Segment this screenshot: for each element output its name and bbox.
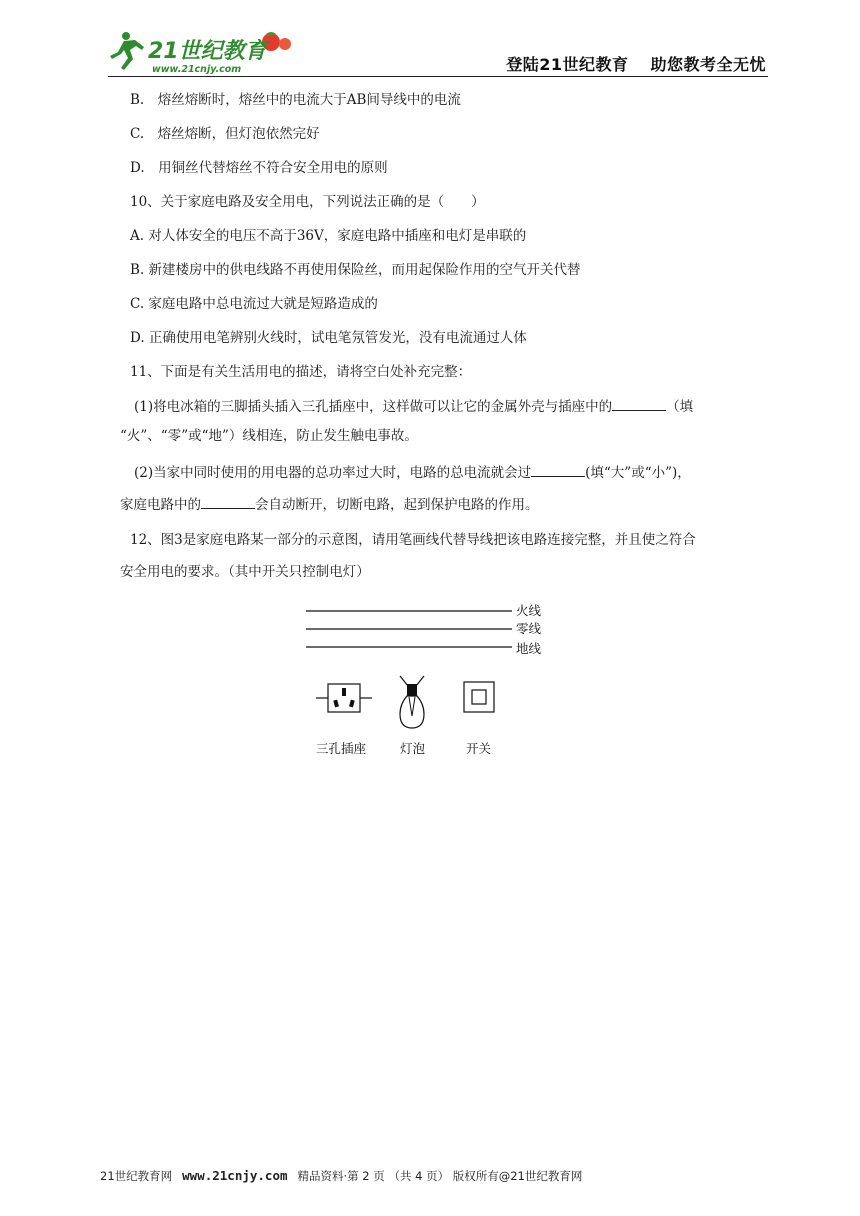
three-hole-socket-icon	[316, 684, 372, 712]
live-wire-label: 火线	[516, 603, 542, 618]
tagline-left: 登陆21世纪教育	[506, 55, 629, 74]
header-divider	[108, 76, 768, 77]
switch-label: 开关	[466, 741, 492, 756]
bulb-label: 灯泡	[400, 741, 426, 756]
q11-part2-text-c: 家庭电路中的	[120, 497, 201, 513]
q9-option-d: D. 用铜丝代替熔丝不符合安全用电的原则	[130, 160, 388, 176]
q11-part2-text-d: 会自动断开，切断电路，起到保护电路的作用。	[255, 497, 539, 513]
q9-option-c: C. 熔丝熔断，但灯泡依然完好	[130, 126, 320, 142]
q9-option-b: B. 熔丝熔断时，熔丝中的电流大于AB间导线中的电流	[130, 92, 461, 108]
page-header	[108, 22, 768, 78]
q11-part1-text-b: （填	[666, 399, 694, 415]
q11-part2-text-a: (2)当家中同时使用的用电器的总功率过大时，电路的总电流就会过	[134, 465, 532, 481]
q11-stem: 11、下面是有关生活用电的描述，请将空白处补充完整：	[130, 364, 472, 380]
q11-part2-text-b: (填“大”或“小”)，	[585, 465, 691, 481]
socket-label: 三孔插座	[316, 741, 367, 756]
page-footer	[100, 1168, 760, 1184]
footer-url[interactable]: www.21cnjy.com	[182, 1168, 288, 1183]
q11-blank-2[interactable]	[531, 462, 585, 477]
footer-page-info: 精品资料·第 2 页 （共 4 页） 版权所有@21世纪教育网	[297, 1169, 583, 1183]
footer-site: 21世纪教育网	[100, 1169, 173, 1183]
q12-line1: 12、图3是家庭电路某一部分的示意图，请用笔画线代替导线把该电路连接完整，并且使之符合	[130, 532, 696, 548]
q10-option-b: B. 新建楼房中的供电线路不再使用保险丝，而用起保险作用的空气开关代替	[130, 262, 581, 278]
q11-blank-1[interactable]	[612, 396, 666, 411]
q11-blank-3[interactable]	[201, 494, 255, 509]
q10-stem: 10、关于家庭电路及安全用电，下列说法正确的是（ ）	[130, 194, 485, 210]
ground-wire-label: 地线	[516, 641, 542, 656]
q11-part2-line1	[134, 462, 691, 483]
q10-option-c: C. 家庭电路中总电流过大就是短路造成的	[130, 296, 378, 312]
q11-part1-line2: “火”、“零”或“地”）线相连，防止发生触电事故。	[120, 428, 418, 444]
header-tagline	[506, 52, 766, 75]
light-bulb-icon	[400, 676, 424, 728]
logo-url: www.21cnjy.com	[152, 64, 242, 74]
site-logo	[108, 28, 298, 74]
running-figure-icon	[110, 32, 144, 70]
tagline-right: 助您教考全无忧	[650, 55, 766, 74]
q11-part1-line1	[134, 396, 693, 417]
neutral-wire-label: 零线	[516, 621, 542, 636]
q12-line2: 安全用电的要求。（其中开关只控制电灯）	[120, 564, 370, 580]
q11-part2-line2	[120, 494, 539, 515]
circuit-figure	[300, 598, 560, 768]
q10-option-a: A. 对人体安全的电压不高于36V，家庭电路中插座和电灯是串联的	[130, 228, 527, 244]
switch-icon	[464, 682, 494, 712]
logo-text: 21世纪教育	[148, 39, 267, 64]
q10-option-d: D. 正确使用电笔辨别火线时，试电笔氖管发光，没有电流通过人体	[130, 330, 527, 346]
q11-part1-text-a: (1)将电冰箱的三脚插头插入三孔插座中，这样做可以让它的金属外壳与插座中的	[134, 399, 613, 415]
